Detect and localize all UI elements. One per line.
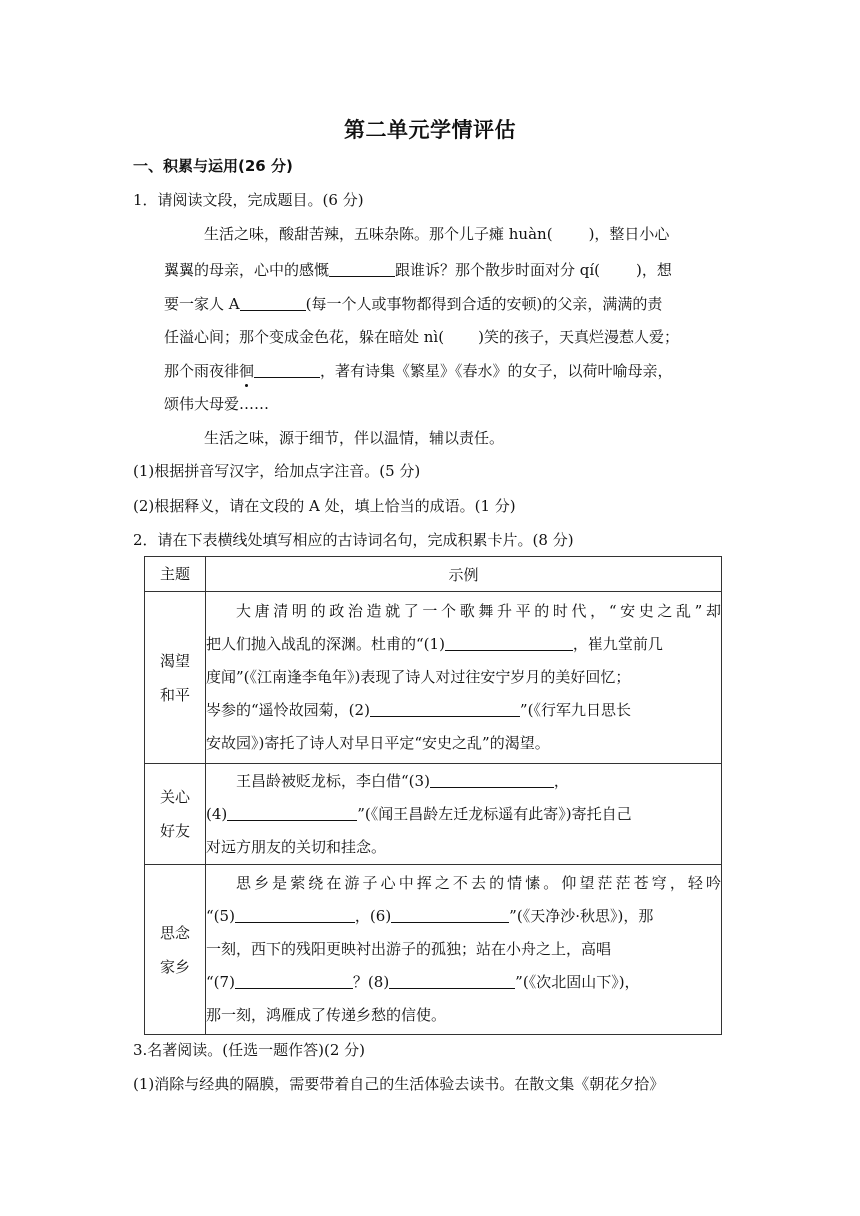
answer-blank-4[interactable]	[227, 806, 357, 821]
example-cell: 王昌龄被贬龙标，李白借“(3) ， (4) ”(《闻王昌龄左迁龙标遥有此寄》)寄托自己 对远方朋友的关切和挂念。	[206, 764, 722, 865]
answer-blank-7[interactable]	[235, 974, 353, 989]
question-1-sub-1: (1)根据拼音写汉字，给加点字注音。(5 分)	[133, 462, 421, 480]
header-example: 示例	[206, 557, 722, 592]
question-3-stem: 3.名著阅读。(任选一题作答)(2 分)	[133, 1041, 366, 1059]
answer-blank-6[interactable]	[391, 908, 509, 923]
passage-closing: 生活之味，源于细节，伴以温情，辅以责任。	[204, 429, 505, 447]
table-row	[145, 592, 722, 764]
example-cell: 大唐清明的政治造就了一个歌舞升平的时代，“安史之乱”却 把人们抛入战乱的深渊。杜甫的“(1) ，崔九堂前几 度闻”(《江南逢李龟年》)表现了诗人对过往安宁岁月的美好回忆； 岑参的“遥怜故园菊，(2) ”(《行军九日思长 安故园》)寄托了诗人对早日平定“安史之乱”的渴望。	[206, 592, 722, 764]
theme-cell: 思念 家乡	[145, 865, 206, 1035]
section-heading: 一、积累与运用(26 分)	[133, 157, 293, 175]
passage-line-3: 要一家人 A (每一个人或事物都得到合适的安顿)的父亲，满满的责	[164, 295, 663, 313]
answer-blank-2[interactable]	[370, 702, 520, 717]
question-1-sub-2: (2)根据释义，请在文段的 A 处，填上恰当的成语。(1 分)	[133, 497, 516, 515]
table-header-row	[145, 557, 722, 592]
passage-line-6: 颂伟大母爱……	[164, 395, 270, 413]
page-title: 第二单元学情评估	[344, 118, 516, 142]
answer-blank-1[interactable]	[445, 636, 573, 651]
table-row	[145, 865, 722, 1035]
answer-blank-8[interactable]	[389, 974, 515, 989]
passage-line-5: 那个雨夜徘徊 ，著有诗集《繁星》《春水》的女子，以荷叶喻母亲，	[164, 362, 673, 380]
theme-cell: 关心 好友	[145, 764, 206, 865]
answer-blank-5[interactable]	[235, 908, 355, 923]
theme-cell: 渴望 和平	[145, 592, 206, 764]
question-2-stem: 2．请在下表横线处填写相应的古诗词名句，完成积累卡片。(8 分)	[133, 531, 574, 549]
answer-blank-3[interactable]	[430, 773, 554, 788]
passage-line-1: 生活之味，酸甜苦辣，五味杂陈。那个儿子瘫 huàn( )，整日小心	[204, 225, 670, 243]
question-3-sub-1: (1)消除与经典的隔膜，需要带着自己的生活体验去读书。在散文集《朝花夕拾》	[133, 1075, 665, 1093]
header-theme: 主题	[145, 557, 206, 592]
answer-blank-a[interactable]	[240, 296, 306, 311]
passage-line-2: 翼翼的母亲，心中的感慨 跟谁诉？那个散步时面对分 qí( )，想	[164, 261, 672, 279]
answer-blank[interactable]	[254, 363, 320, 378]
example-cell: 思乡是萦绕在游子心中挥之不去的情愫。仰望茫茫苍穹，轻吟 “(5) ，(6) ”(《天净沙·秋思》)，那 一刻，西下的残阳更映衬出游子的孤独；站在小舟之上，高唱 “(7) ？(8) ”(《次北固山下》)， 那一刻，鸿雁成了传递乡愁的信使。	[206, 865, 722, 1035]
dotted-character: 徊	[239, 362, 255, 380]
table-row	[145, 764, 722, 865]
passage-line-4: 任溢心间；那个变成金色花，躲在暗处 nì( )笑的孩子，天真烂漫惹人爱；	[164, 328, 679, 346]
answer-blank[interactable]	[329, 262, 395, 277]
question-1-stem: 1．请阅读文段，完成题目。(6 分)	[133, 191, 364, 209]
poetry-card-table	[144, 556, 722, 1035]
